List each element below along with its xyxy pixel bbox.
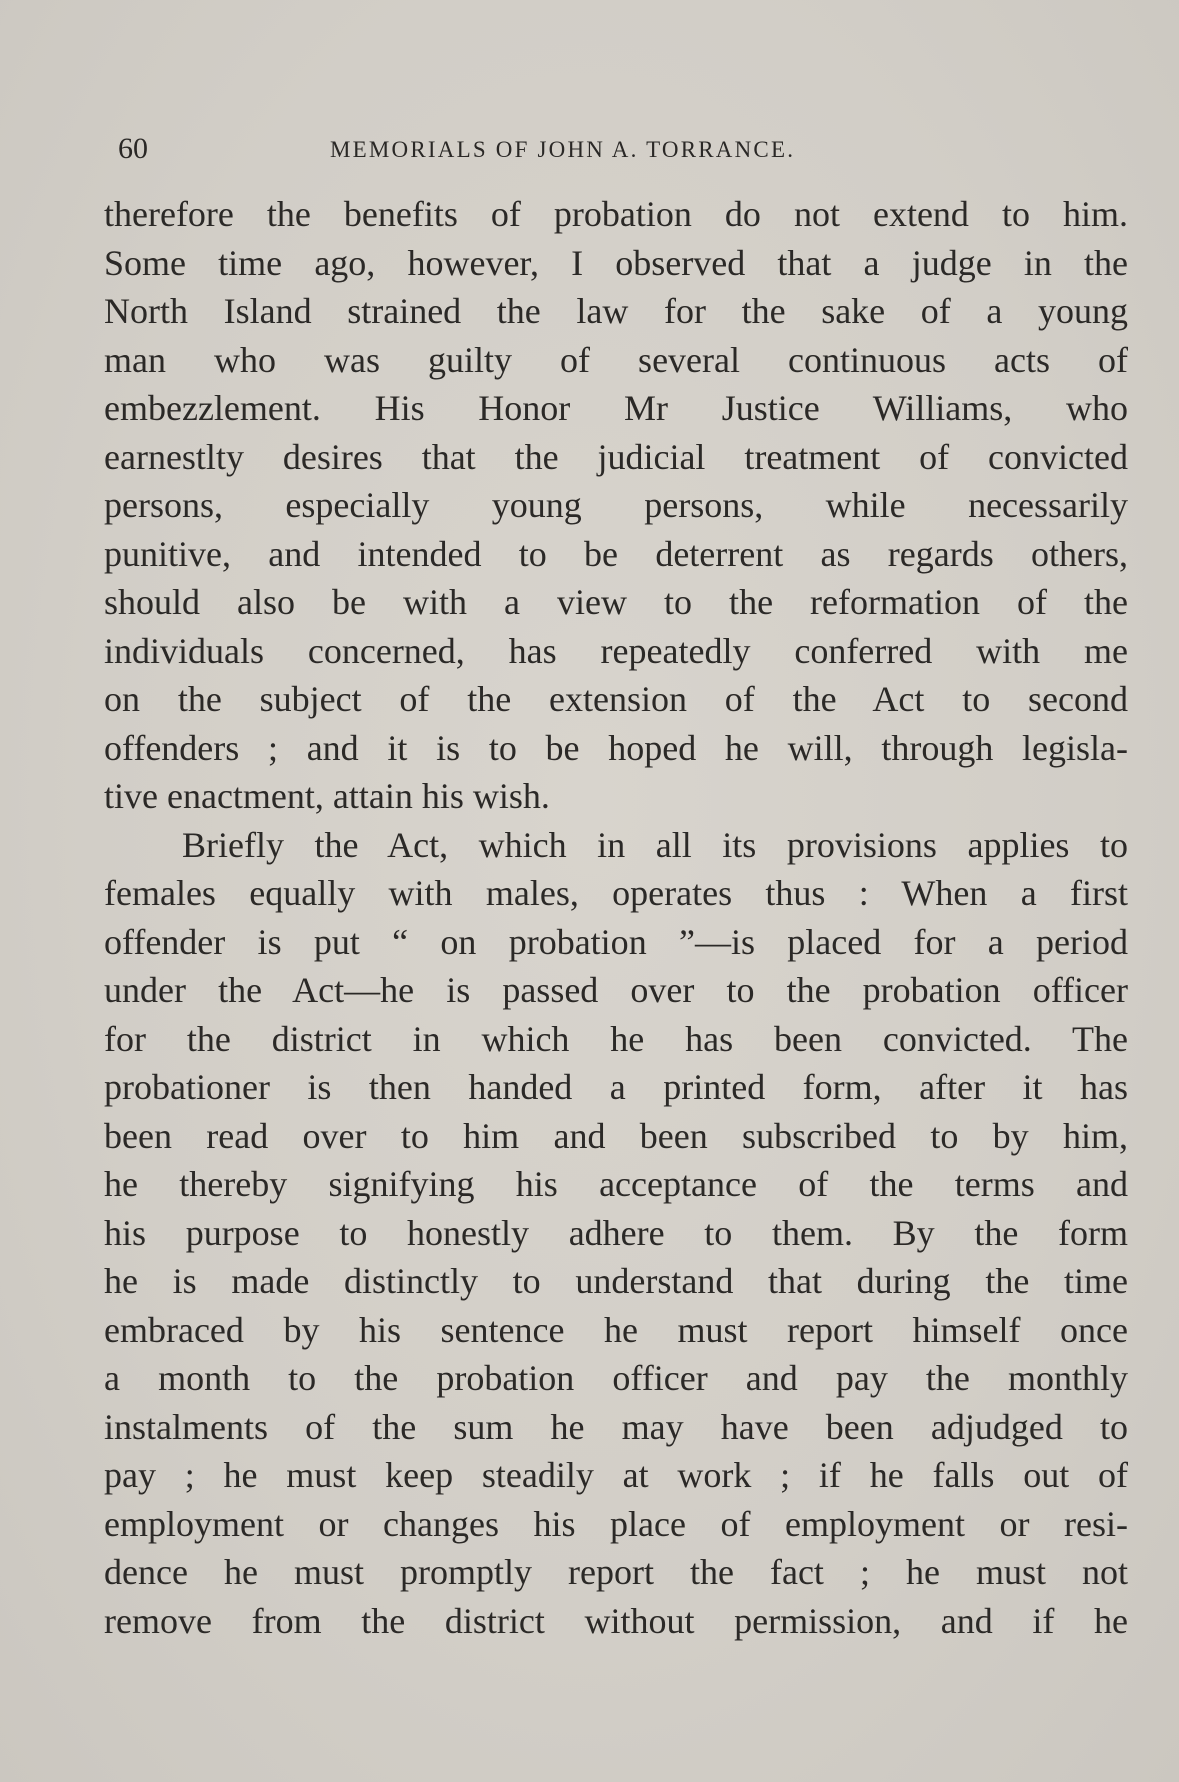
text-line: dence he must promptly report the fact ; he must not — [104, 1552, 1128, 1592]
text-line: Briefly the Act, which in all its provisions applies to — [182, 824, 1128, 865]
text-line: offender is put “ on probation ”—is placed for a period — [104, 921, 1128, 962]
text-line: pay ; he must keep steadily at work ; if he falls out of — [104, 1455, 1128, 1495]
text-line: Some time ago, however, I observed that a judge in the — [104, 242, 1128, 283]
text-line: under the Act—he is passed over to the probation officer — [104, 970, 1128, 1010]
text-line: individuals concerned, has repeatedly conferred with me — [104, 630, 1128, 671]
body-text — [104, 190, 1128, 1645]
text-line: embraced by his sentence he must report himself once — [104, 1309, 1128, 1350]
text-line: earnestlty desires that the judicial treatment of convicted — [104, 436, 1128, 477]
text-line: employment or changes his place of employment or resi- — [104, 1503, 1128, 1544]
text-line: therefore the benefits of probation do not extend to him. — [104, 194, 1128, 234]
text-line: punitive, and intended to be deterrent as regards others, — [104, 533, 1128, 574]
text-line: he thereby signifying his acceptance of the terms and — [104, 1164, 1128, 1204]
paragraph-1 — [104, 190, 1128, 821]
running-header — [118, 132, 1128, 166]
text-line: North Island strained the law for the sake of a young — [104, 291, 1128, 331]
text-line: probationer is then handed a printed form, after it has — [104, 1067, 1128, 1107]
text-line: he is made distinctly to understand that during the time — [104, 1261, 1128, 1301]
text-line: persons, especially young persons, while necessarily — [104, 485, 1128, 525]
running-title: MEMORIALS OF JOHN A. TORRANCE. — [330, 137, 796, 162]
text-line: a month to the probation officer and pay the monthly — [104, 1358, 1128, 1398]
text-line: man who was guilty of several continuous acts of — [104, 339, 1128, 380]
page-number: 60 — [118, 132, 148, 165]
text-line: been read over to him and been subscribed to by him, — [104, 1115, 1128, 1156]
text-line: offenders ; and it is to be hoped he will, through legisla- — [104, 727, 1128, 768]
text-line: on the subject of the extension of the Act to second — [104, 679, 1128, 719]
text-line: should also be with a view to the reformation of the — [104, 582, 1128, 622]
text-line: remove from the district without permission, and if he — [104, 1600, 1128, 1641]
text-line: embezzlement. His Honor Mr Justice Williams, who — [104, 388, 1128, 428]
text-line: females equally with males, operates thus : When a first — [104, 873, 1128, 913]
text-line: his purpose to honestly adhere to them. By the form — [104, 1212, 1128, 1253]
text-line: instalments of the sum he may have been adjudged to — [104, 1406, 1128, 1447]
text-line: tive enactment, attain his wish. — [104, 776, 550, 816]
paragraph-2 — [104, 821, 1128, 1646]
text-line: for the district in which he has been convicted. The — [104, 1018, 1128, 1059]
